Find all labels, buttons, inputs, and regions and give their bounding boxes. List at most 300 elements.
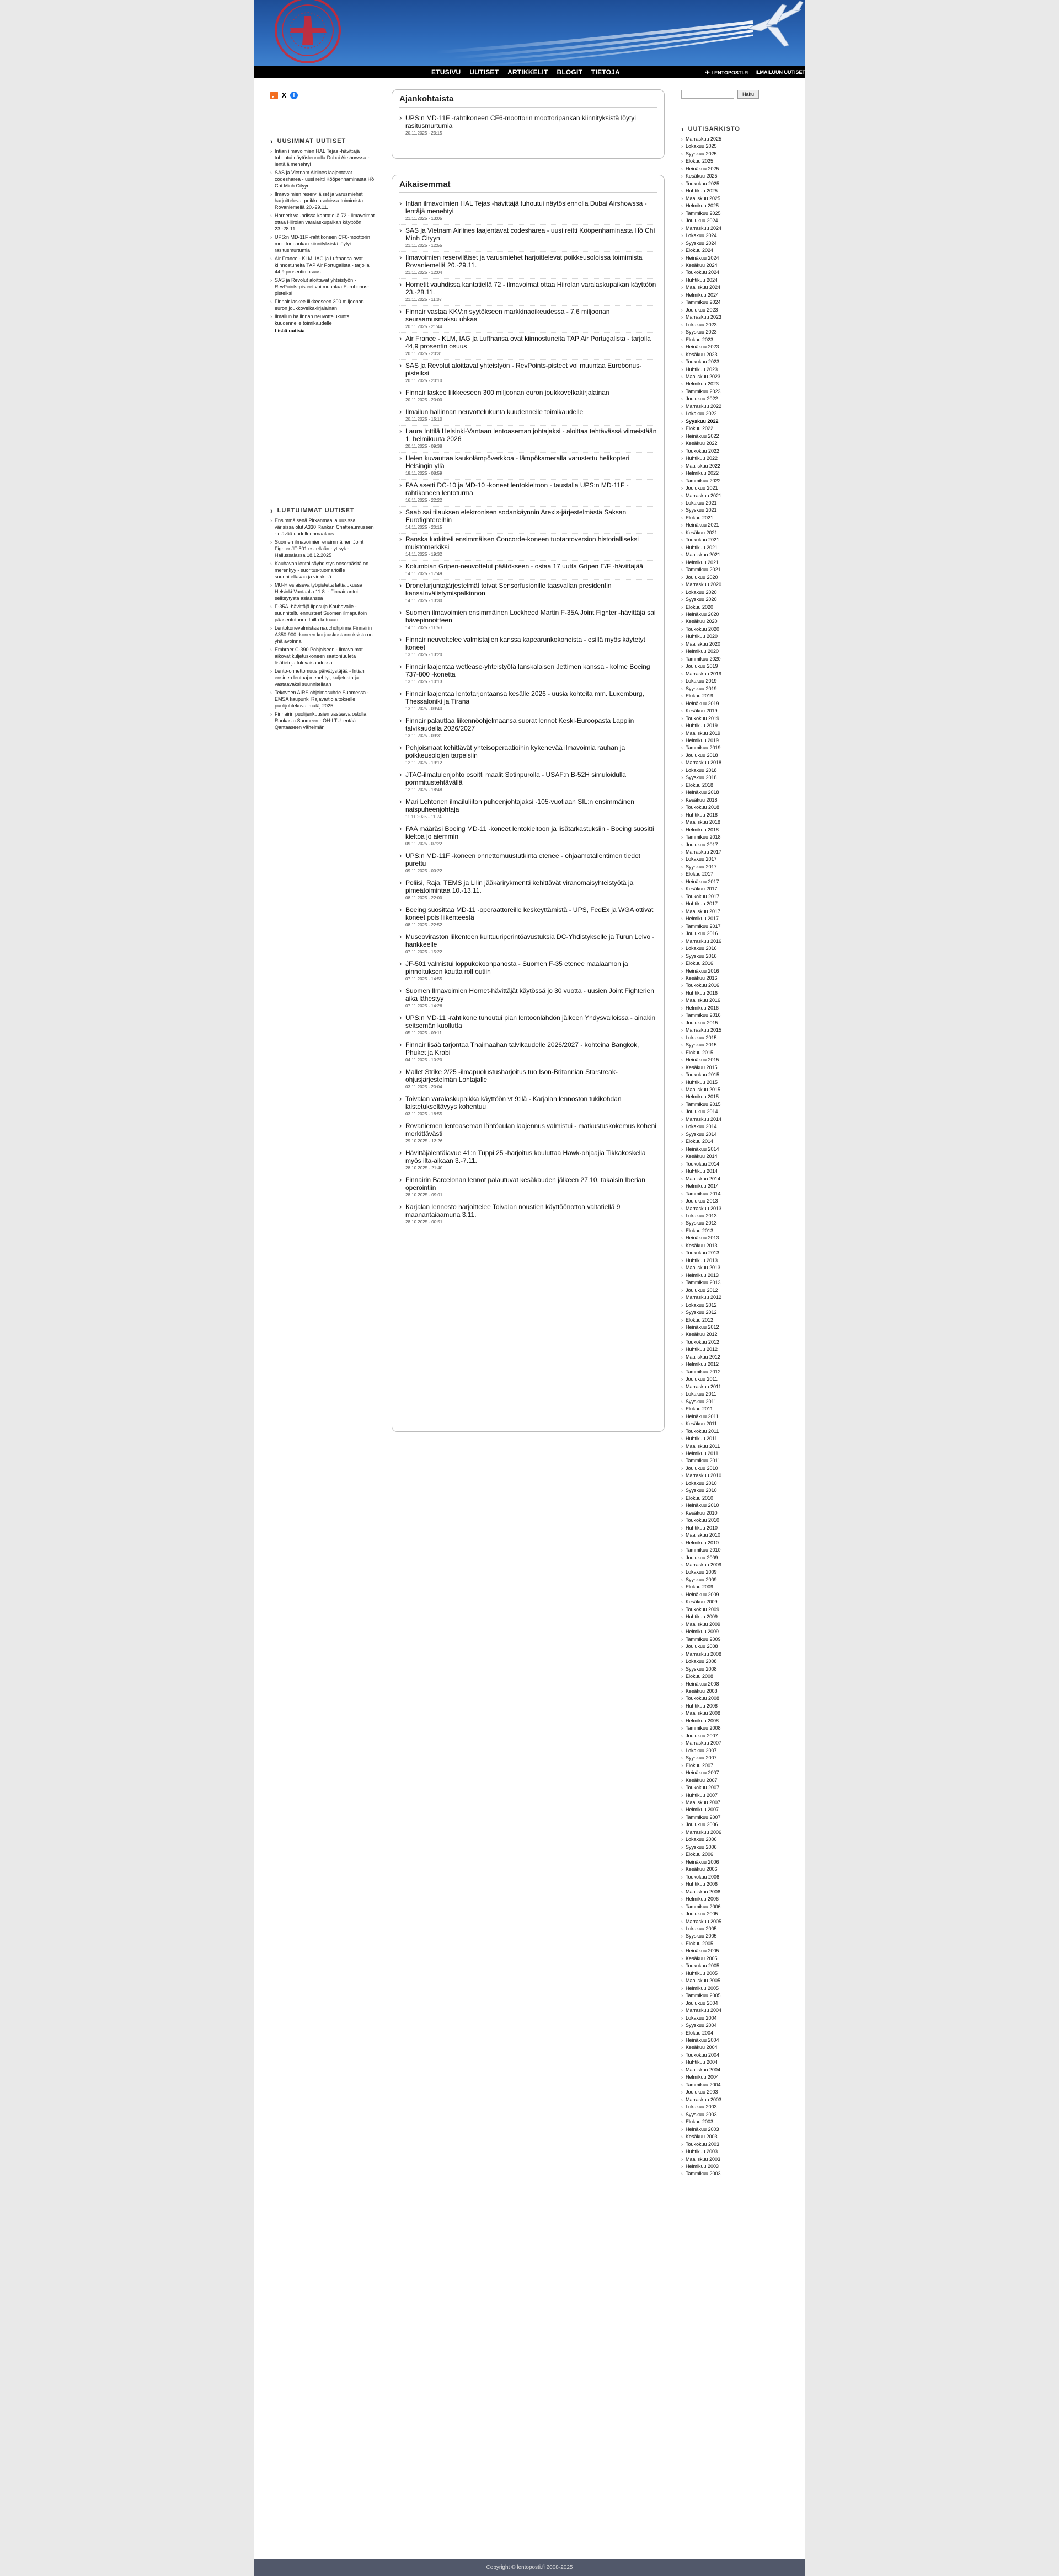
archive-month-link[interactable]: › Helmikuu 2006: [681, 1896, 791, 1903]
archive-month-link[interactable]: › Syyskuu 2016: [681, 953, 791, 960]
archive-month-link[interactable]: › Tammikuu 2025: [681, 210, 791, 217]
archive-month-link[interactable]: › Lokakuu 2004: [681, 2015, 791, 2022]
archive-month-link[interactable]: › Marraskuu 2019: [681, 670, 791, 678]
news-title-link[interactable]: › Intian ilmavoimien HAL Tejas -hävittäjä tuhoutui näytöslennolla Dubai Airshowssa - lentäjä menehtyi: [405, 200, 647, 215]
archive-month-link[interactable]: › Lokakuu 2011: [681, 1391, 791, 1398]
archive-month-link[interactable]: › Maaliskuu 2021: [681, 551, 791, 559]
news-title-link[interactable]: › Kolumbian Gripen-neuvottelut päätökseen - ostaa 17 uutta Gripen E/F -hävittäjää: [405, 562, 643, 570]
x-icon[interactable]: X: [281, 91, 287, 99]
news-title-link[interactable]: › Mari Lehtonen ilmailuliiton puheenjohtajaksi -105-vuotiaan SIL:n ensimmäinen naispuheenjohtaja: [405, 798, 634, 813]
archive-month-link[interactable]: › Joulukuu 2010: [681, 1465, 791, 1472]
archive-month-link[interactable]: › Tammikuu 2024: [681, 299, 791, 306]
archive-month-link[interactable]: › Elokuu 2015: [681, 1049, 791, 1056]
archive-month-link[interactable]: › Elokuu 2003: [681, 2118, 791, 2126]
archive-month-link[interactable]: › Toukokuu 2015: [681, 1071, 791, 1078]
archive-month-link[interactable]: › Joulukuu 2014: [681, 1108, 791, 1115]
archive-month-link[interactable]: › Tammikuu 2010: [681, 1547, 791, 1554]
archive-month-link[interactable]: › Toukokuu 2020: [681, 626, 791, 633]
archive-month-link[interactable]: › Lokakuu 2014: [681, 1123, 791, 1130]
archive-month-link[interactable]: › Helmikuu 2018: [681, 827, 791, 834]
news-title-link[interactable]: › Finnair laajentaa wetlease-yhteistyötä lanskalaisen Jettimen kanssa - kolme Boeing 737-800 -konetta: [405, 663, 650, 678]
archive-month-link[interactable]: › Helmikuu 2022: [681, 470, 791, 477]
archive-month-link[interactable]: › Lokakuu 2010: [681, 1480, 791, 1487]
archive-month-link[interactable]: › Syyskuu 2009: [681, 1576, 791, 1584]
archive-month-link[interactable]: › Helmikuu 2023: [681, 380, 791, 388]
archive-month-link[interactable]: › Lokakuu 2019: [681, 678, 791, 685]
archive-month-link[interactable]: › Kesäkuu 2025: [681, 173, 791, 180]
archive-month-link[interactable]: › Heinäkuu 2016: [681, 968, 791, 975]
archive-month-link[interactable]: › Tammikuu 2017: [681, 923, 791, 930]
news-title-link[interactable]: › Finnair laskee liikkeeseen 300 miljoonan euron joukkovelkakirjalainan: [405, 389, 609, 396]
archive-month-link[interactable]: › Marraskuu 2013: [681, 1205, 791, 1212]
archive-month-link[interactable]: › Marraskuu 2012: [681, 1294, 791, 1301]
archive-month-link[interactable]: › Maaliskuu 2023: [681, 373, 791, 380]
archive-month-link[interactable]: › Marraskuu 2020: [681, 581, 791, 588]
archive-month-link[interactable]: › Helmikuu 2024: [681, 292, 791, 299]
archive-month-link[interactable]: › Heinäkuu 2011: [681, 1413, 791, 1420]
archive-month-link[interactable]: › Heinäkuu 2024: [681, 255, 791, 262]
archive-month-link[interactable]: › Syyskuu 2003: [681, 2111, 791, 2118]
archive-month-link[interactable]: › Maaliskuu 2017: [681, 908, 791, 915]
list-item[interactable]: › Ensimmäisenä Pirkanmaalla uusissa värisissä olut A330 Rankan Chatteaumuseen - elävää uudelleenmaalaus: [270, 517, 375, 537]
archive-month-link[interactable]: › Tammikuu 2020: [681, 656, 791, 663]
archive-month-link[interactable]: › Joulukuu 2006: [681, 1821, 791, 1828]
archive-month-link[interactable]: › Huhtikuu 2009: [681, 1613, 791, 1620]
list-item[interactable]: › Ilmailun hallinnan neuvottelukunta kuudenneile toimikaudelle: [270, 313, 375, 326]
archive-month-link[interactable]: › Heinäkuu 2008: [681, 1681, 791, 1688]
archive-month-link[interactable]: › Elokuu 2018: [681, 782, 791, 789]
archive-month-link[interactable]: › Syyskuu 2007: [681, 1754, 791, 1762]
archive-month-link[interactable]: › Syyskuu 2020: [681, 596, 791, 603]
archive-month-link[interactable]: › Lokakuu 2016: [681, 945, 791, 952]
archive-month-link[interactable]: › Elokuu 2013: [681, 1227, 791, 1235]
archive-month-link[interactable]: › Tammikuu 2006: [681, 1903, 791, 1910]
archive-month-link[interactable]: › Lokakuu 2012: [681, 1302, 791, 1309]
list-item[interactable]: › SAS ja Vietnam Airlines laajentavat codesharea - uusi reitti Kööpenhaminasta Hồ Chí Minh Cityyn: [270, 169, 375, 189]
archive-month-link[interactable]: › Lokakuu 2015: [681, 1034, 791, 1042]
archive-month-link[interactable]: › Lokakuu 2024: [681, 232, 791, 239]
archive-month-link[interactable]: › Kesäkuu 2022: [681, 440, 791, 447]
archive-month-link[interactable]: › Marraskuu 2015: [681, 1027, 791, 1034]
archive-month-link[interactable]: › Joulukuu 2005: [681, 1910, 791, 1918]
archive-month-link[interactable]: › Maaliskuu 2018: [681, 819, 791, 826]
news-title-link[interactable]: › Poliisi, Raja, TEMS ja Lilin jääkärirykmentti kehittävät viranomaisyhteistyötä ja pimeätoimintaa 10.-13.11.: [405, 879, 634, 894]
archive-month-link[interactable]: › Marraskuu 2018: [681, 759, 791, 766]
archive-month-link[interactable]: › Helmikuu 2025: [681, 202, 791, 210]
news-title-link[interactable]: › Saab sai tilauksen elektronisen sodankäynnin Arexis-järjestelmästä Saksan Eurofightereihin: [405, 508, 627, 524]
archive-month-link[interactable]: › Tammikuu 2016: [681, 1012, 791, 1019]
archive-month-link[interactable]: › Lokakuu 2022: [681, 410, 791, 417]
nav-item-uutiset[interactable]: UUTISET: [469, 68, 499, 76]
archive-month-link[interactable]: › Huhtikuu 2013: [681, 1257, 791, 1264]
archive-month-link[interactable]: › Elokuu 2005: [681, 1940, 791, 1947]
list-item[interactable]: › Ilmavoimien reserviläiset ja varusmiehet harjoittelevat poikkeusoloissa toimimista Rovaniemellä 20.-29.11.: [270, 191, 375, 211]
archive-month-link[interactable]: › Marraskuu 2010: [681, 1472, 791, 1479]
archive-month-link[interactable]: › Lokakuu 2008: [681, 1658, 791, 1665]
news-title-link[interactable]: › UPS:n MD-11 -rahtikone tuhoutui pian lentoonlähdön jälkeen Yhdysvalloissa - ainakin seitsemän kuollutta: [405, 1014, 656, 1029]
archive-month-link[interactable]: › Maaliskuu 2020: [681, 641, 791, 648]
archive-month-link[interactable]: › Kesäkuu 2015: [681, 1064, 791, 1071]
archive-month-link[interactable]: › Elokuu 2019: [681, 693, 791, 700]
archive-month-link[interactable]: › Marraskuu 2009: [681, 1561, 791, 1569]
news-title-link[interactable]: › Droneturjuntajärjestelmät toivat Sensorfusionille taasvallan presidentin kansainvälistymispalkinnon: [405, 582, 612, 597]
archive-month-link[interactable]: › Helmikuu 2005: [681, 1985, 791, 1992]
archive-month-link[interactable]: › Tammikuu 2019: [681, 744, 791, 752]
nav-item-artikkelit[interactable]: ARTIKKELIT: [507, 68, 548, 76]
archive-month-link[interactable]: › Elokuu 2025: [681, 158, 791, 165]
list-item[interactable]: › MU-H esiaiseva työpistetta lattialukussa Helsinki-Vantaalla 11.8. - Finnair antoi selkeytysta asiaanssa: [270, 582, 375, 602]
archive-month-link[interactable]: › Lokakuu 2006: [681, 1836, 791, 1843]
news-title-link[interactable]: › Suomen ilmavoimien ensimmäinen Lockheed Martin F-35A Joint Fighter -hävittäjä sai hävepinnoitteen: [405, 609, 656, 624]
archive-month-link[interactable]: › Marraskuu 2005: [681, 1918, 791, 1925]
archive-month-link[interactable]: › Tammikuu 2018: [681, 834, 791, 841]
archive-month-link[interactable]: › Helmikuu 2010: [681, 1539, 791, 1547]
list-item[interactable]: › Embraer C-390 Pohjoiseen - ilmavoimat aikovat kuljetuskoneen saatoniuuleta lisätietoja tulevaisuudessa: [270, 646, 375, 666]
archive-month-link[interactable]: › Lokakuu 2021: [681, 500, 791, 507]
archive-month-link[interactable]: › Syyskuu 2019: [681, 685, 791, 693]
archive-month-link[interactable]: › Huhtikuu 2015: [681, 1079, 791, 1086]
archive-month-link[interactable]: › Joulukuu 2018: [681, 752, 791, 759]
news-title-link[interactable]: › SAS ja Vietnam Airlines laajentavat codesharea - uusi reitti Kööpenhaminasta Hồ Chí Minh Cityyn: [405, 227, 655, 242]
archive-month-link[interactable]: › Tammikuu 2014: [681, 1190, 791, 1198]
archive-month-link[interactable]: › Elokuu 2008: [681, 1673, 791, 1680]
archive-month-link[interactable]: › Syyskuu 2021: [681, 507, 791, 514]
archive-month-link[interactable]: › Marraskuu 2006: [681, 1829, 791, 1836]
archive-month-link[interactable]: › Tammikuu 2012: [681, 1368, 791, 1376]
archive-month-link[interactable]: › Heinäkuu 2007: [681, 1769, 791, 1777]
archive-month-link[interactable]: › Toukokuu 2014: [681, 1161, 791, 1168]
list-item[interactable]: › Lentokonevalmistaa nauchohpinna Finnairin A350-900 -koneen korjauskustannuksista on yhä avoinna: [270, 625, 375, 645]
list-item[interactable]: › Finnairin puolijenkuusien vastaava ostolla Rankasta Suomeen - OH-LTU lentää Qantaaseen vähelmän: [270, 711, 375, 731]
archive-month-link[interactable]: › Huhtikuu 2011: [681, 1435, 791, 1442]
archive-month-link[interactable]: › Joulukuu 2003: [681, 2089, 791, 2096]
archive-month-link[interactable]: › Tammikuu 2004: [681, 2081, 791, 2089]
rss-icon[interactable]: [270, 92, 278, 99]
archive-month-link[interactable]: › Kesäkuu 2010: [681, 1510, 791, 1517]
archive-month-link[interactable]: › Elokuu 2009: [681, 1584, 791, 1591]
archive-month-link[interactable]: › Huhtikuu 2007: [681, 1792, 791, 1799]
archive-month-link[interactable]: › Heinäkuu 2005: [681, 1947, 791, 1955]
archive-month-link[interactable]: › Joulukuu 2024: [681, 217, 791, 224]
archive-month-link[interactable]: › Kesäkuu 2023: [681, 351, 791, 358]
archive-month-link[interactable]: › Toukokuu 2005: [681, 1962, 791, 1969]
archive-month-link[interactable]: › Kesäkuu 2017: [681, 886, 791, 893]
archive-month-link[interactable]: › Lokakuu 2020: [681, 589, 791, 596]
news-title-link[interactable]: › Boeing suosittaa MD-11 -operaattoreille keskeyttämistä - UPS, FedEx ja WGA ottivat koneet pois liikenteestä: [405, 906, 654, 921]
archive-month-link[interactable]: › Lokakuu 2018: [681, 767, 791, 774]
archive-month-link[interactable]: › Heinäkuu 2003: [681, 2126, 791, 2133]
archive-month-link[interactable]: › Lokakuu 2005: [681, 1925, 791, 1933]
archive-month-link[interactable]: › Syyskuu 2022: [681, 418, 791, 425]
search-button[interactable]: Haku: [737, 90, 759, 99]
news-title-link[interactable]: › Karjalan lennosto harjoittelee Toivalan noustien käyttöönottoa valtatiellä 9 maanantaiaamuna 3.11.: [405, 1203, 621, 1219]
archive-month-link[interactable]: › Joulukuu 2009: [681, 1554, 791, 1561]
news-title-link[interactable]: › Suomen Ilmavoimien Hornet-hävittäjät käytössä jo 30 vuotta - uusien Joint Fighterien aika lähestyy: [405, 987, 654, 1002]
archive-month-link[interactable]: › Kesäkuu 2005: [681, 1955, 791, 1962]
archive-month-link[interactable]: › Heinäkuu 2019: [681, 700, 791, 707]
archive-month-link[interactable]: › Helmikuu 2021: [681, 559, 791, 566]
archive-month-link[interactable]: › Huhtikuu 2008: [681, 1703, 791, 1710]
archive-month-link[interactable]: › Helmikuu 2003: [681, 2163, 791, 2170]
news-title-link[interactable]: › JTAC-ilmatulenjohto osoitti maalit Sotinpurolla - USAF:n B-52H simuloidulla pommitustehtävällä: [405, 771, 626, 786]
archive-month-link[interactable]: › Heinäkuu 2014: [681, 1146, 791, 1153]
news-title-link[interactable]: › Rovaniemen lentoaseman lähtöaulan laajennus valmistui - matkustuskokemus koheni merkittävästi: [405, 1122, 656, 1137]
archive-month-link[interactable]: › Marraskuu 2017: [681, 849, 791, 856]
archive-month-link[interactable]: › Kesäkuu 2019: [681, 707, 791, 715]
archive-month-link[interactable]: › Maaliskuu 2012: [681, 1354, 791, 1361]
nav-item-etusivu[interactable]: ETUSIVU: [431, 68, 461, 76]
archive-month-link[interactable]: › Kesäkuu 2014: [681, 1153, 791, 1160]
archive-month-link[interactable]: › Tammikuu 2015: [681, 1101, 791, 1108]
news-title-link[interactable]: › Hornetit vauhdissa kantatiellä 72 - ilmavoimat ottaa Hiirolan varalaskupaikan käyttöön 23.-28.11.: [405, 281, 656, 296]
news-title-link[interactable]: › Hävittäjälentäiavue 41:n Tuppi 25 -harjoitus kouluttaa Hawk-ohjaajia Tikkakoskella myös ilta-aikaan 3.-7.11.: [405, 1149, 646, 1164]
archive-month-link[interactable]: › Kesäkuu 2007: [681, 1777, 791, 1784]
archive-month-link[interactable]: › Elokuu 2016: [681, 960, 791, 967]
archive-month-link[interactable]: › Maaliskuu 2007: [681, 1799, 791, 1806]
archive-month-link[interactable]: › Joulukuu 2004: [681, 2000, 791, 2007]
news-title-link[interactable]: › Laura Inttilä Helsinki-Vantaan lentoaseman johtajaksi - aloittaa tehtävässä viimeistään 1. helmikuuta 2026: [405, 427, 657, 443]
archive-month-link[interactable]: › Elokuu 2007: [681, 1762, 791, 1769]
archive-month-link[interactable]: › Helmikuu 2004: [681, 2074, 791, 2081]
archive-month-link[interactable]: › Toukokuu 2021: [681, 536, 791, 544]
archive-month-link[interactable]: › Kesäkuu 2024: [681, 262, 791, 269]
archive-month-link[interactable]: › Maaliskuu 2024: [681, 284, 791, 291]
news-title-link[interactable]: › JF-501 valmistui loppukokoonpanosta - Suomen F-35 etenee maalaamon ja pinnoituksen kautta roll outiin: [405, 960, 628, 975]
archive-month-link[interactable]: › Huhtikuu 2012: [681, 1346, 791, 1353]
list-item[interactable]: › Intian ilmavoimien HAL Tejas -hävittäjä tuhoutui näytöslennolla Dubai Airshowssa - lentäjä menehtyi: [270, 148, 375, 168]
archive-month-link[interactable]: › Huhtikuu 2018: [681, 812, 791, 819]
archive-month-link[interactable]: › Toukokuu 2008: [681, 1695, 791, 1702]
archive-month-link[interactable]: › Tammikuu 2007: [681, 1814, 791, 1821]
archive-month-link[interactable]: › Syyskuu 2014: [681, 1131, 791, 1138]
archive-month-link[interactable]: › Syyskuu 2011: [681, 1398, 791, 1405]
archive-month-link[interactable]: › Elokuu 2020: [681, 604, 791, 611]
archive-month-link[interactable]: › Lokakuu 2017: [681, 856, 791, 863]
list-item[interactable]: › F-35A -hävittäjä ilposuja Kauhavalle - suunniteltu ennusteet Suomen ilmapuitoin pääsentotunnettuilla kutuaan: [270, 603, 375, 623]
archive-month-link[interactable]: › Lokakuu 2013: [681, 1212, 791, 1220]
archive-month-link[interactable]: › Marraskuu 2004: [681, 2007, 791, 2014]
archive-month-link[interactable]: › Lokakuu 2025: [681, 143, 791, 150]
archive-month-link[interactable]: › Huhtikuu 2014: [681, 1168, 791, 1175]
archive-month-link[interactable]: › Elokuu 2017: [681, 871, 791, 878]
archive-month-link[interactable]: › Huhtikuu 2025: [681, 187, 791, 195]
archive-month-link[interactable]: › Marraskuu 2022: [681, 403, 791, 410]
news-title-link[interactable]: › Toivalan varalaskupaikka käyttöön vt 9:llä - Karjalan lennoston tukikohdan laistetukseltävyys kohentuu: [405, 1095, 622, 1110]
archive-month-link[interactable]: › Joulukuu 2008: [681, 1643, 791, 1650]
archive-month-link[interactable]: › Syyskuu 2004: [681, 2022, 791, 2029]
archive-month-link[interactable]: › Heinäkuu 2017: [681, 878, 791, 886]
archive-month-link[interactable]: › Elokuu 2011: [681, 1405, 791, 1413]
archive-month-link[interactable]: › Heinäkuu 2010: [681, 1502, 791, 1509]
archive-month-link[interactable]: › Maaliskuu 2010: [681, 1532, 791, 1539]
archive-month-link[interactable]: › Toukokuu 2016: [681, 982, 791, 989]
archive-month-link[interactable]: › Helmikuu 2015: [681, 1093, 791, 1101]
archive-month-link[interactable]: › Joulukuu 2015: [681, 1019, 791, 1027]
archive-month-link[interactable]: › Toukokuu 2003: [681, 2141, 791, 2148]
archive-month-link[interactable]: › Tammikuu 2003: [681, 2170, 791, 2177]
archive-month-link[interactable]: › Tammikuu 2009: [681, 1636, 791, 1643]
archive-month-link[interactable]: › Huhtikuu 2010: [681, 1525, 791, 1532]
archive-month-link[interactable]: › Kesäkuu 2006: [681, 1866, 791, 1873]
ilmailuun-link[interactable]: ILMAILUUN UUTISET: [755, 69, 805, 75]
archive-month-link[interactable]: › Helmikuu 2017: [681, 915, 791, 922]
archive-month-link[interactable]: › Elokuu 2024: [681, 247, 791, 254]
archive-month-link[interactable]: › Toukokuu 2011: [681, 1428, 791, 1435]
archive-month-link[interactable]: › Elokuu 2022: [681, 425, 791, 432]
news-title-link[interactable]: › Finnair palauttaa liikennöohjelmaansa suorat lennot Keski-Euroopasta Lappiin talvikaudella 2026/2027: [405, 717, 634, 732]
archive-month-link[interactable]: › Huhtikuu 2019: [681, 722, 791, 729]
archive-month-link[interactable]: › Helmikuu 2007: [681, 1806, 791, 1813]
archive-month-link[interactable]: › Lokakuu 2023: [681, 321, 791, 329]
news-title-link[interactable]: › Ilmailun hallinnan neuvottelukunta kuudenneile toimikaudelle: [405, 408, 584, 416]
archive-month-link[interactable]: › Syyskuu 2013: [681, 1220, 791, 1227]
news-title-link[interactable]: › Helen kuvauttaa kaukolämpöverkkoa - lämpökameralla varustettu helikopteri Helsingin yllä: [405, 454, 630, 470]
archive-month-link[interactable]: › Joulukuu 2013: [681, 1198, 791, 1205]
archive-month-link[interactable]: › Syyskuu 2006: [681, 1844, 791, 1851]
archive-month-link[interactable]: › Huhtikuu 2021: [681, 544, 791, 551]
nav-item-blogit[interactable]: BLOGIT: [557, 68, 583, 76]
archive-month-link[interactable]: › Marraskuu 2023: [681, 314, 791, 321]
archive-month-link[interactable]: › Maaliskuu 2003: [681, 2156, 791, 2163]
archive-month-link[interactable]: › Marraskuu 2024: [681, 225, 791, 232]
archive-month-link[interactable]: › Helmikuu 2012: [681, 1361, 791, 1368]
archive-month-link[interactable]: › Elokuu 2004: [681, 2030, 791, 2037]
news-title-link[interactable]: › Finnair vastaa KKV:n syytökseen markkinaoikeudessa - 7,6 miljoonan seuraamusmaksu uhkaa: [405, 308, 610, 323]
archive-month-link[interactable]: › Maaliskuu 2013: [681, 1264, 791, 1271]
lentoposti-link[interactable]: ✈ LENTOPOSTI.FI: [704, 69, 749, 76]
archive-month-link[interactable]: › Huhtikuu 2016: [681, 990, 791, 997]
archive-month-link[interactable]: › Heinäkuu 2020: [681, 611, 791, 618]
archive-month-link[interactable]: › Heinäkuu 2009: [681, 1591, 791, 1598]
nav-item-tietoja[interactable]: TIETOJA: [591, 68, 620, 76]
archive-month-link[interactable]: › Syyskuu 2024: [681, 240, 791, 247]
archive-month-link[interactable]: › Kesäkuu 2012: [681, 1331, 791, 1338]
archive-month-link[interactable]: › Syyskuu 2023: [681, 329, 791, 336]
archive-month-link[interactable]: › Elokuu 2006: [681, 1851, 791, 1858]
archive-month-link[interactable]: › Maaliskuu 2009: [681, 1621, 791, 1628]
archive-month-link[interactable]: › Syyskuu 2010: [681, 1487, 791, 1494]
list-item[interactable]: › Tekoveen AIRS ohjelmasuhde Suomessa - EMSA kaupunki Rajavartiolaitokselle puolijohtekuvailmatäj 2025: [270, 689, 375, 709]
archive-month-link[interactable]: › Marraskuu 2007: [681, 1740, 791, 1747]
archive-month-link[interactable]: › Toukokuu 2022: [681, 448, 791, 455]
archive-month-link[interactable]: › Tammikuu 2008: [681, 1725, 791, 1732]
archive-month-link[interactable]: › Maaliskuu 2008: [681, 1710, 791, 1717]
archive-month-link[interactable]: › Toukokuu 2025: [681, 180, 791, 187]
archive-month-link[interactable]: › Huhtikuu 2003: [681, 2148, 791, 2155]
archive-month-link[interactable]: › Lokakuu 2009: [681, 1569, 791, 1576]
archive-month-link[interactable]: › Toukokuu 2013: [681, 1249, 791, 1257]
archive-month-link[interactable]: › Syyskuu 2005: [681, 1933, 791, 1940]
archive-month-link[interactable]: › Syyskuu 2012: [681, 1309, 791, 1316]
archive-month-link[interactable]: › Kesäkuu 2013: [681, 1242, 791, 1249]
archive-month-link[interactable]: › Helmikuu 2014: [681, 1183, 791, 1190]
news-title-link[interactable]: › Finnair neuvottelee valmistajien kanssa kapearunkokoneista - esillä myös käytetyt koneet: [405, 636, 645, 651]
archive-month-link[interactable]: › Marraskuu 2008: [681, 1651, 791, 1658]
archive-month-link[interactable]: › Helmikuu 2011: [681, 1450, 791, 1457]
archive-month-link[interactable]: › Toukokuu 2012: [681, 1339, 791, 1346]
archive-month-link[interactable]: › Tammikuu 2022: [681, 477, 791, 485]
archive-month-link[interactable]: › Kesäkuu 2018: [681, 797, 791, 804]
archive-month-link[interactable]: › Tammikuu 2005: [681, 1992, 791, 1999]
list-item[interactable]: › Hornetit vauhdissa kantatiellä 72 - ilmavoimat ottaa Hiirolan varalaskupaikan käyttöön 23.-28.11.: [270, 212, 375, 232]
archive-month-link[interactable]: › Syyskuu 2008: [681, 1666, 791, 1673]
archive-month-link[interactable]: › Toukokuu 2023: [681, 358, 791, 366]
archive-month-link[interactable]: › Maaliskuu 2015: [681, 1086, 791, 1093]
archive-month-link[interactable]: › Tammikuu 2023: [681, 388, 791, 395]
list-item[interactable]: › UPS:n MD-11F -rahtikoneen CF6-moottorin moottoripankan kiinnityksistä löytyi rasitusmurtumia: [270, 234, 375, 254]
archive-month-link[interactable]: › Lokakuu 2007: [681, 1747, 791, 1754]
archive-month-link[interactable]: › Heinäkuu 2013: [681, 1235, 791, 1242]
archive-month-link[interactable]: › Maaliskuu 2006: [681, 1888, 791, 1896]
archive-month-link[interactable]: › Huhtikuu 2006: [681, 1881, 791, 1888]
archive-month-link[interactable]: › Kesäkuu 2020: [681, 618, 791, 625]
archive-month-link[interactable]: › Marraskuu 2025: [681, 136, 791, 143]
archive-month-link[interactable]: › Huhtikuu 2024: [681, 277, 791, 284]
archive-month-link[interactable]: › Helmikuu 2019: [681, 737, 791, 744]
archive-month-link[interactable]: › Heinäkuu 2012: [681, 1324, 791, 1331]
news-title-link[interactable]: › Finnairin Barcelonan lennot palautuvat kesäkauden jälkeen 27.10. takaisin Iberian operointiin: [405, 1176, 645, 1192]
archive-month-link[interactable]: › Maaliskuu 2004: [681, 2067, 791, 2074]
list-item[interactable]: › Air France - KLM, IAG ja Lufthansa ovat kiinnostuneita TAP Air Portugalista - tarjolla 44,9 prosentin osuus: [270, 255, 375, 275]
archive-month-link[interactable]: › Helmikuu 2013: [681, 1272, 791, 1279]
news-title-link[interactable]: › Museoviraston liikenteen kulttuuriperintöavustuksia DC-Yhdistykselle ja Turun Lelvo -hankkeelle: [405, 933, 655, 948]
archive-month-link[interactable]: › Tammikuu 2011: [681, 1457, 791, 1464]
archive-month-link[interactable]: › Huhtikuu 2023: [681, 366, 791, 373]
archive-month-link[interactable]: › Kesäkuu 2004: [681, 2044, 791, 2051]
list-item[interactable]: › Kauhavan lentolisäyhdistys oosorpäsitä on merenkyy - suoritus-tuomarioille suunniteltavaa ja vinkkejä: [270, 560, 375, 580]
archive-month-link[interactable]: › Marraskuu 2003: [681, 2096, 791, 2103]
news-title-link[interactable]: › Finnair laajentaa lentotarjontaansa kesälle 2026 - uusia kohteita mm. Luxemburg, Thessaloniki ja Tirana: [405, 690, 644, 705]
archive-month-link[interactable]: › Joulukuu 2022: [681, 395, 791, 402]
archive-month-link[interactable]: › Helmikuu 2016: [681, 1005, 791, 1012]
archive-month-link[interactable]: › Joulukuu 2023: [681, 307, 791, 314]
archive-month-link[interactable]: › Elokuu 2023: [681, 336, 791, 344]
archive-month-link[interactable]: › Maaliskuu 2022: [681, 463, 791, 470]
archive-month-link[interactable]: › Joulukuu 2020: [681, 574, 791, 581]
archive-month-link[interactable]: › Toukokuu 2018: [681, 804, 791, 811]
archive-month-link[interactable]: › Tammikuu 2021: [681, 566, 791, 573]
archive-month-link[interactable]: › Joulukuu 2016: [681, 930, 791, 937]
facebook-icon[interactable]: f: [290, 92, 298, 99]
archive-month-link[interactable]: › Toukokuu 2009: [681, 1606, 791, 1613]
archive-month-link[interactable]: › Joulukuu 2021: [681, 485, 791, 492]
archive-month-link[interactable]: › Heinäkuu 2025: [681, 165, 791, 173]
archive-month-link[interactable]: › Syyskuu 2017: [681, 863, 791, 871]
archive-month-link[interactable]: › Huhtikuu 2022: [681, 455, 791, 462]
archive-month-link[interactable]: › Heinäkuu 2015: [681, 1056, 791, 1064]
archive-month-link[interactable]: › Elokuu 2021: [681, 514, 791, 522]
list-item[interactable]: › Suomen ilmavoimien ensimmäinen Joint Fighter JF-501 esitellään nyt syk - Hallussalassa 18.12.2025: [270, 539, 375, 559]
archive-month-link[interactable]: › Joulukuu 2017: [681, 841, 791, 849]
archive-month-link[interactable]: › Huhtikuu 2017: [681, 900, 791, 908]
news-title-link[interactable]: › FAA asetti DC-10 ja MD-10 -koneet lentokieltoon - taustalla UPS:n MD-11F -rahtikoneen lentoturma: [405, 481, 629, 497]
archive-month-link[interactable]: › Marraskuu 2014: [681, 1116, 791, 1123]
archive-month-link[interactable]: › Helmikuu 2009: [681, 1628, 791, 1635]
archive-month-link[interactable]: › Joulukuu 2019: [681, 663, 791, 670]
archive-month-link[interactable]: › Toukokuu 2006: [681, 1874, 791, 1881]
archive-month-link[interactable]: › Toukokuu 2017: [681, 893, 791, 900]
archive-month-link[interactable]: › Heinäkuu 2004: [681, 2037, 791, 2044]
archive-month-link[interactable]: › Kesäkuu 2003: [681, 2133, 791, 2140]
archive-month-link[interactable]: › Toukokuu 2004: [681, 2052, 791, 2059]
more-news-link[interactable]: Lisää uutisia: [275, 328, 305, 334]
archive-month-link[interactable]: › Helmikuu 2020: [681, 648, 791, 655]
archive-month-link[interactable]: › Huhtikuu 2004: [681, 2059, 791, 2066]
archive-month-link[interactable]: › Tammikuu 2013: [681, 1279, 791, 1286]
archive-month-link[interactable]: › Kesäkuu 2021: [681, 529, 791, 536]
news-title-link[interactable]: › Mallet Strike 2/25 -ilmapuolustusharjoitus tuo Ison-Britannian Starstreak-ohjusjärjestelmän Lohtajalle: [405, 1068, 618, 1083]
list-item[interactable]: › SAS ja Revolut aloittavat yhteistyön - RevPoints-pisteet voi muuntaa Eurobonus-pisteiksi: [270, 277, 375, 297]
